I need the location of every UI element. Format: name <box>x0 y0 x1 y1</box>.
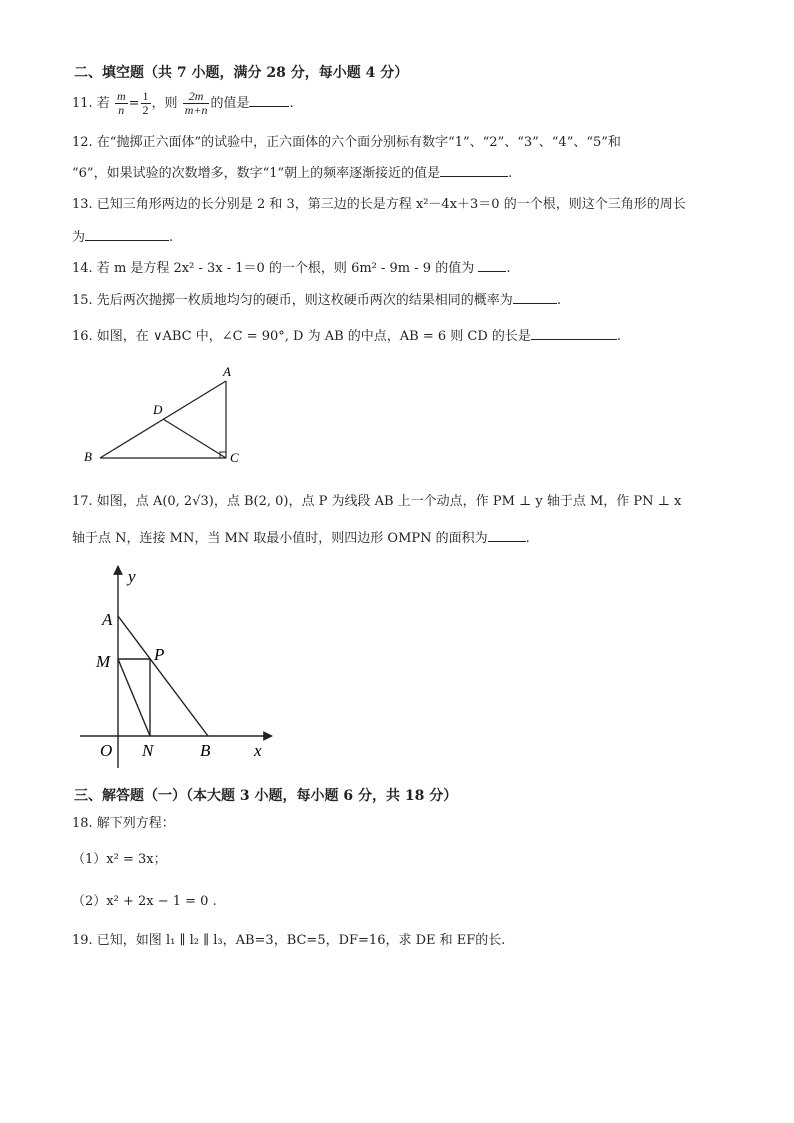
q13-period: . <box>169 230 174 245</box>
question-16 <box>72 327 621 346</box>
q11-tail: 的值是 <box>210 96 250 111</box>
q15-period: . <box>556 293 561 308</box>
q17-line-2 <box>72 529 530 548</box>
q18-part-2: （2）x² + 2x − 1 = 0 . <box>72 894 217 909</box>
q13-line-2-text: 为 <box>72 230 86 245</box>
q13-line-1: 13. 已知三角形两边的长分别是 2 和 3，第三边的长是方程 x²－4x＋3＝0 的一个根，则这个三角形的周长 <box>72 197 686 212</box>
label-M: M <box>96 652 111 671</box>
label-P: P <box>154 645 165 664</box>
q11-prefix: 11. 若 <box>72 96 110 111</box>
label-O: O <box>100 741 113 760</box>
label-A: A <box>223 364 231 379</box>
segment-MN <box>118 659 150 736</box>
section-2-title: 二、填空题（共 7 小题，满分 28 分，每小题 4 分） <box>74 65 409 81</box>
q16-answer-blank[interactable] <box>531 327 617 340</box>
q17-period: . <box>525 531 530 546</box>
q11-period: . <box>289 96 294 111</box>
question-11 <box>72 90 294 117</box>
label-A: A <box>102 610 113 629</box>
q18-title: 18. 解下列方程： <box>72 816 175 831</box>
label-B: B <box>200 741 211 760</box>
question-14 <box>72 259 510 278</box>
question-15 <box>72 291 561 310</box>
q14-period: . <box>506 261 511 276</box>
q14-text: 14. 若 m 是方程 2x² - 3x - 1＝0 的一个根，则 6m² - 9m - 9 的值为 <box>72 261 475 276</box>
label-C: C <box>230 450 239 465</box>
q12-line-2-text: “6”，如果试验的次数增多，数字“1”朝上的频率逐渐接近的值是 <box>72 166 441 181</box>
q11-fraction-2m-over-m-plus-n: $\frac{2m}{m+n}$ <box>184 89 208 117</box>
q15-answer-blank[interactable] <box>513 291 557 304</box>
q16-text: 16. 如图，在 ∨ABC 中，∠C = 90°, D 为 AB 的中点，AB = 6 则 CD 的长是 <box>72 329 531 344</box>
q13-answer-blank[interactable] <box>85 228 169 241</box>
section-3-title: 三、解答题（一）（本大题 3 小题，每小题 6 分，共 18 分） <box>74 788 458 804</box>
q12-line-1: 12. 在“抛掷正六面体”的试验中，正六面体的六个面分别标有数字“1”、“2”、“3”、“4”、“5”和 <box>72 135 621 150</box>
q17-line-1: 17. 如图，点 A(0, 2√3)，点 B(2, 0)，点 P 为线段 AB 上一个动点，作 PM ⊥ y 轴于点 M，作 PN ⊥ x <box>72 494 682 509</box>
q15-text: 15. 先后两次抛掷一枚质地均匀的硬币，则这枚硬币两次的结果相同的概率为 <box>72 293 513 308</box>
q11-fraction-m-over-n: $\frac{m}{n}$ <box>116 89 126 117</box>
q12-period: . <box>508 166 513 181</box>
q12-answer-blank[interactable] <box>440 164 508 177</box>
q17-line-2-text: 轴于点 N，连接 MN，当 MN 取最小值时，则四边形 OMPN 的面积为 <box>72 531 488 546</box>
q11-answer-blank[interactable] <box>249 94 289 107</box>
label-x: x <box>254 741 262 760</box>
q18-part-1: （1）x² = 3x； <box>72 852 167 867</box>
segment-CD <box>163 419 226 458</box>
q11-fraction-one-half: $\frac{1}{2}$ <box>142 89 149 117</box>
q11-mid: ，则 <box>151 96 178 111</box>
q13-line-2 <box>72 228 173 247</box>
q16-period: . <box>616 329 622 344</box>
q11-equals: = <box>128 96 140 111</box>
label-B: B <box>84 449 92 464</box>
label-D: D <box>153 402 163 417</box>
label-N: N <box>142 741 154 760</box>
segment-AB <box>118 616 208 736</box>
q17-coordinate-figure <box>72 560 282 772</box>
q12-line-2 <box>72 164 512 183</box>
question-19: 19. 已知，如图 l₁ ∥ l₂ ∥ l₃，AB=3，BC=5，DF=16，求 DE 和 EF的长. <box>72 933 506 948</box>
q14-answer-blank[interactable] <box>478 259 506 272</box>
q17-answer-blank[interactable] <box>488 529 526 542</box>
label-y: y <box>128 567 136 586</box>
q16-triangle-figure <box>80 362 260 472</box>
